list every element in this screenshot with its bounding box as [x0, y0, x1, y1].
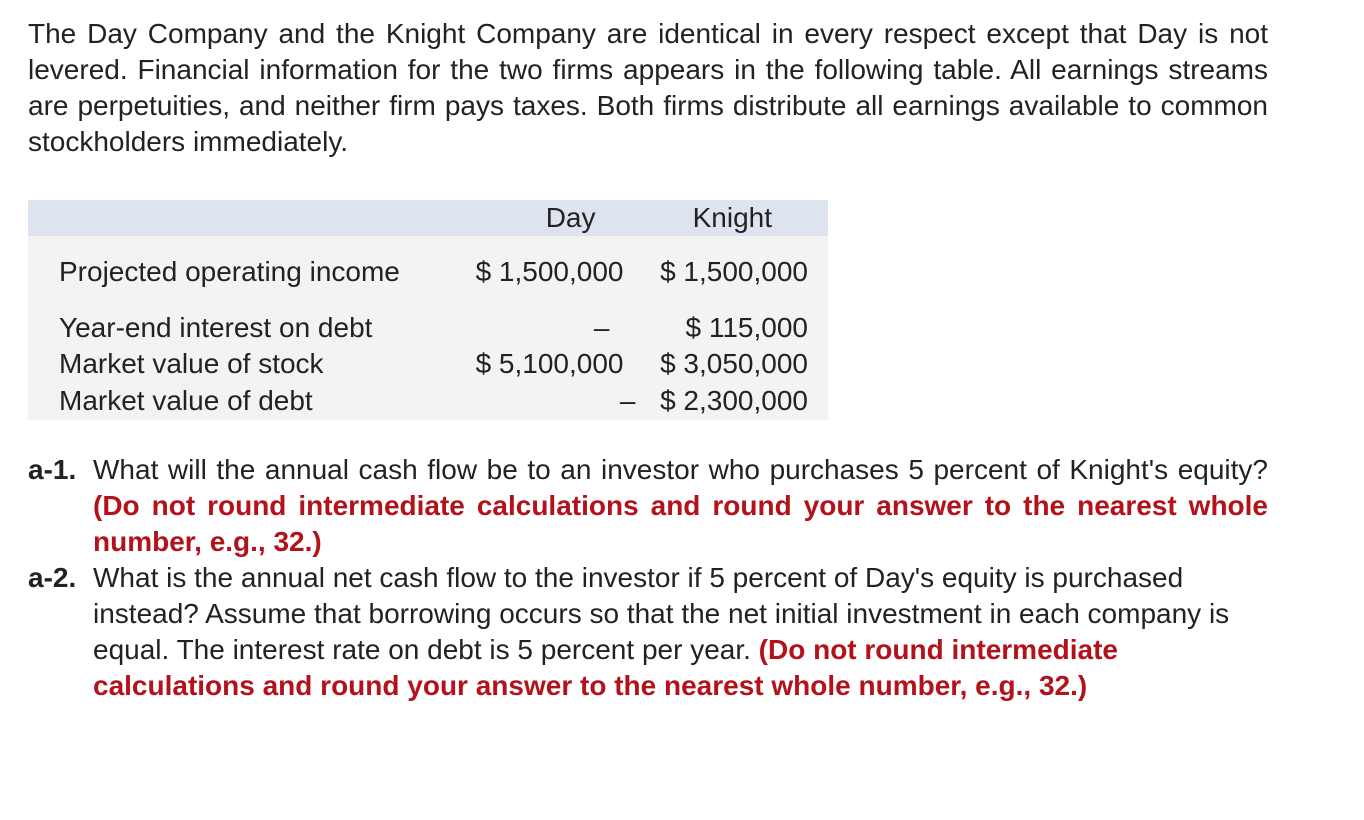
- table-row: [28, 346, 828, 382]
- question-a2: [28, 560, 1268, 704]
- knight-value: $ 1,500,000: [644, 236, 829, 308]
- problem-intro: The Day Company and the Knight Company are identical in every respect except that Day is not levered. Financial information for the two firms appears in the following table. All earnings streams are perpetuities, and neither firm pays taxes. Both firms distribute all earnings available to common stockholders immediately.: [28, 18, 1268, 157]
- header-blank: [28, 200, 459, 236]
- day-value: $ 1,500,000: [459, 236, 644, 308]
- question-text: What is the annual net cash flow to the investor if 5 percent of Day's equity is purchased instead? Assume that borrowing occurs so that the net initial investment in each company is equal. The interest rate on debt is 5 percent per year.: [93, 562, 1230, 665]
- knight-value: $ 3,050,000: [644, 346, 829, 382]
- table-row: [28, 236, 828, 308]
- knight-value: $ 2,300,000: [644, 382, 829, 420]
- question-label: a-1.: [28, 454, 77, 485]
- question-instruction: (Do not round intermediate calculations and round your answer to the nearest whole number, e.g., 32.): [93, 634, 1118, 701]
- question-list: [28, 452, 1268, 704]
- knight-value: $ 115,000: [644, 308, 829, 346]
- day-value: –: [459, 308, 644, 346]
- header-knight: Knight: [644, 200, 829, 236]
- row-label: Year-end interest on debt: [28, 308, 459, 346]
- question-instruction: (Do not round intermediate calculations and round your answer to the nearest whole number, e.g., 32.): [93, 490, 1268, 557]
- header-day: Day: [459, 200, 644, 236]
- row-label: Projected operating income: [28, 236, 459, 308]
- day-value: –: [459, 382, 644, 420]
- financial-table: [28, 200, 828, 420]
- day-value: $ 5,100,000: [459, 346, 644, 382]
- row-label: Market value of stock: [28, 346, 459, 382]
- question-text: What will the annual cash flow be to an investor who purchases 5 percent of Knight's equity?: [93, 454, 1268, 485]
- table-row: [28, 308, 828, 346]
- table-row: [28, 382, 828, 420]
- row-label: Market value of debt: [28, 382, 459, 420]
- table-header-row: [28, 200, 828, 236]
- question-label: a-2.: [28, 562, 77, 593]
- question-a1: [28, 452, 1268, 560]
